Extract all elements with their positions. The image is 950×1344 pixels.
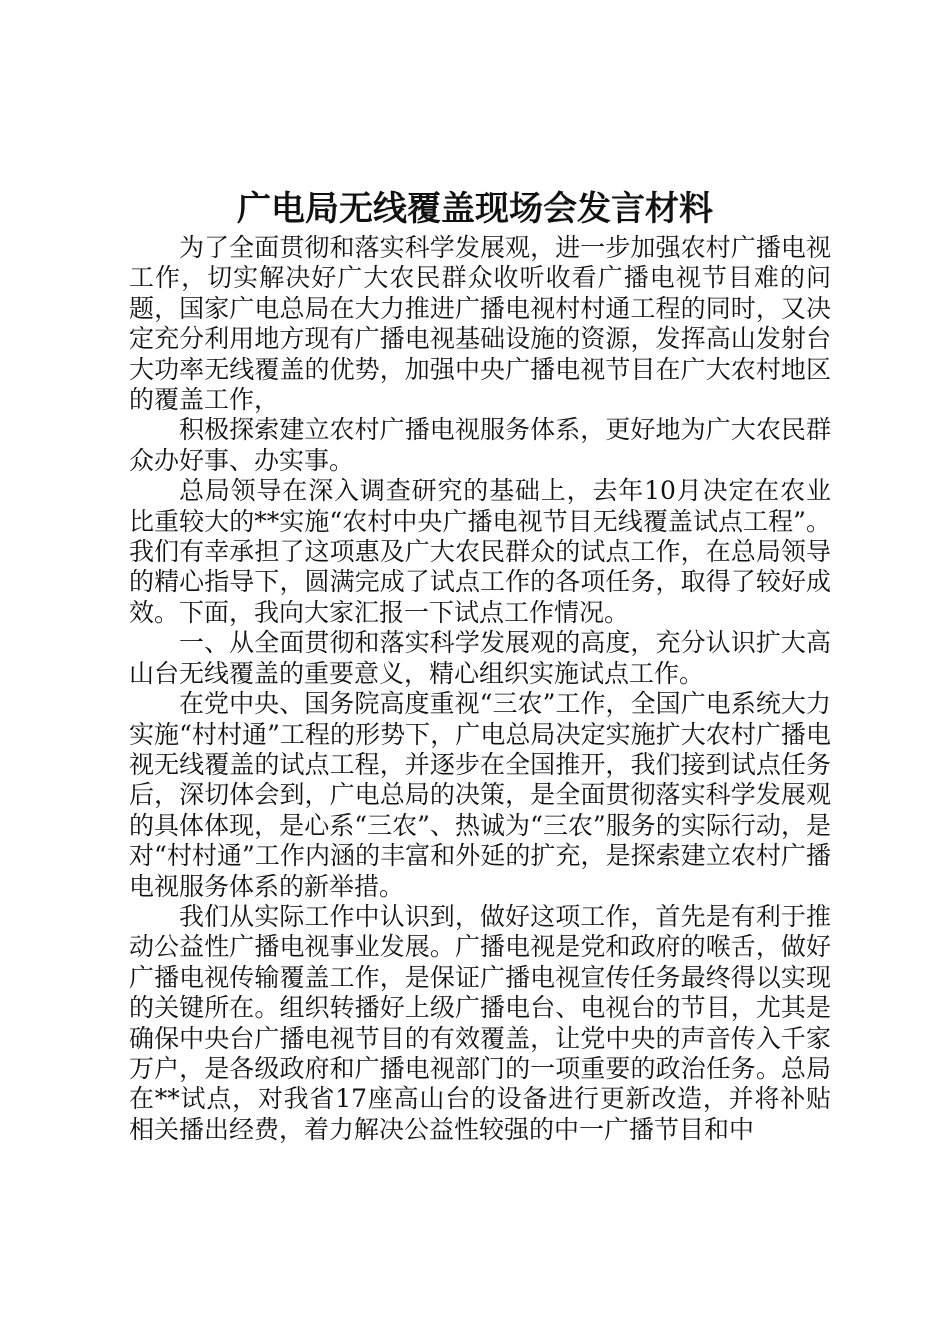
body-paragraph: 为了全面贯彻和落实科学发展观，进一步加强农村广播电视工作，切实解决好广大农民群众收听收看广播电视节目难的问题，国家广电总局在大力推进广播电视村村通工程的同时，又决定充分利用地方现有广播电视基础设施的资源，发挥高山发射台大功率无线覆盖的优势，加强中央广播电视节目在广大农村地区的覆盖工作，: [129, 233, 831, 415]
body-paragraph: 总局领导在深入调查研究的基础上，去年10月决定在农业比重较大的**实施“农村中央广播电视节目无线覆盖试点工程”。我们有幸承担了这项惠及广大农民群众的试点工作，在总局领导的精心指导下，圆满完成了试点工作的各项任务，取得了较好成效。下面，我向大家汇报一下试点工作情况。: [129, 476, 831, 627]
body-paragraph: 在党中央、国务院高度重视“三农”工作，全国广电系统大力实施“村村通”工程的形势下，广电总局决定实施扩大农村广播电视无线覆盖的试点工程，并逐步在全国推开，我们接到试点任务后，深切体会到，广电总局的决策，是全面贯彻落实科学发展观的具体体现，是心系“三农”、热诚为“三农”服务的实际行动，是对“村村通”工作内涵的丰富和外延的扩充，是探索建立农村广播电视服务体系的新举措。: [129, 689, 831, 901]
body-paragraph: 积极探索建立农村广播电视服务体系，更好地为广大农民群众办好事、办实事。: [129, 415, 831, 475]
body-paragraph: 我们从实际工作中认识到，做好这项工作，首先是有利于推动公益性广播电视事业发展。广播电视是党和政府的喉舌，做好广播电视传输覆盖工作，是保证广播电视宣传任务最终得以实现的关键所在。组织转播好上级广播电台、电视台的节目，尤其是确保中央台广播电视节目的有效覆盖，让党中央的声音传入千家万户，是各级政府和广播电视部门的一项重要的政治任务。总局在**试点，对我省17座高山台的设备进行更新改造，并将补贴相关播出经费，着力解决公益性较强的中一广播节目和中: [129, 901, 831, 1144]
document-body: [129, 233, 831, 1145]
section-heading-paragraph: 一、从全面贯彻和落实科学发展观的高度，充分认识扩大高山台无线覆盖的重要意义，精心组织实施试点工作。: [129, 628, 831, 688]
document-title: 广电局无线覆盖现场会发言材料: [237, 189, 713, 229]
